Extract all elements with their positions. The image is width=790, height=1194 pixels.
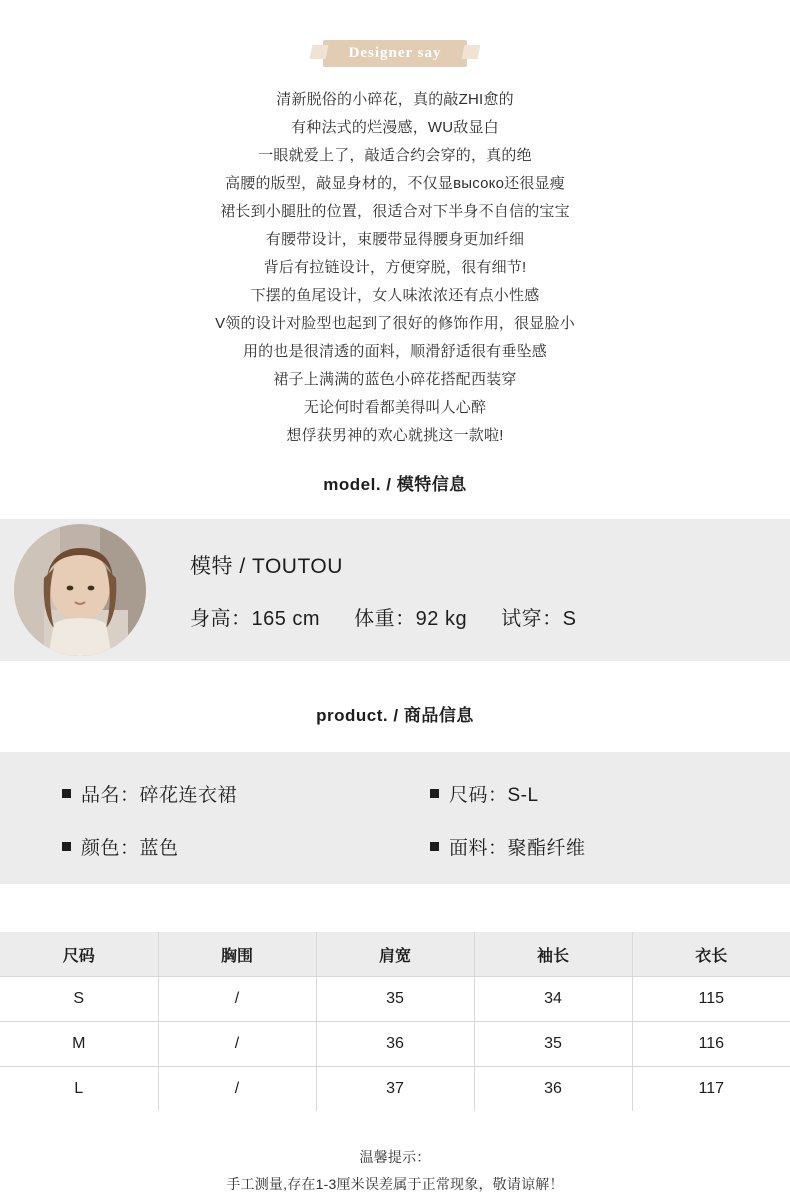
model-avatar xyxy=(14,524,146,656)
product-size-value: 尺码：S-L xyxy=(449,785,539,806)
product-color-value: 颜色：蓝色 xyxy=(81,838,179,859)
table-cell: / xyxy=(158,977,316,1022)
table-header-cell: 衣长 xyxy=(632,932,790,977)
product-size-cell xyxy=(430,780,539,807)
table-header-cell: 肩宽 xyxy=(316,932,474,977)
product-name-cell xyxy=(0,780,430,807)
avatar-portrait-icon xyxy=(14,524,146,656)
square-bullet-icon xyxy=(62,842,71,851)
notes-title: 温馨提示： xyxy=(359,1149,431,1165)
table-cell: / xyxy=(158,1067,316,1112)
model-stats xyxy=(190,602,577,631)
table-cell: 116 xyxy=(632,1022,790,1067)
table-row xyxy=(0,1022,790,1067)
product-info-row xyxy=(0,833,790,860)
table-header-cell: 胸围 xyxy=(158,932,316,977)
table-header-cell: 袖长 xyxy=(474,932,632,977)
table-cell: L xyxy=(0,1067,158,1112)
model-info-band xyxy=(0,519,790,661)
model-try-on-size: 试穿：S xyxy=(501,607,577,630)
description-line: 无论何时看都美得叫人心醉 xyxy=(303,399,487,416)
description-line: 一眼就爱上了，敲适合约会穿的，真的绝 xyxy=(258,147,532,164)
product-name-value: 品名：碎花连衣裙 xyxy=(81,785,238,806)
description-line: 裙长到小腿肚的位置，很适合对下半身不自信的宝宝 xyxy=(220,203,570,220)
description-line: 清新脱俗的小碎花，真的敲ZHI愈的 xyxy=(276,91,514,108)
model-section-title: model. / 模特信息 xyxy=(323,475,467,494)
table-cell: 36 xyxy=(316,1022,474,1067)
table-cell: M xyxy=(0,1022,158,1067)
product-section-title: product. / 商品信息 xyxy=(316,706,474,725)
product-info-band xyxy=(0,752,790,884)
description-line: V领的设计对脸型也起到了很好的修饰作用，很显脸小 xyxy=(215,315,575,332)
model-info-text xyxy=(190,550,577,631)
model-height: 身高：165 cm xyxy=(190,607,321,630)
description-line: 下摆的鱼尾设计，女人味浓浓还有点小性感 xyxy=(250,287,540,304)
table-cell: 35 xyxy=(474,1022,632,1067)
square-bullet-icon xyxy=(430,842,439,851)
table-cell: 37 xyxy=(316,1067,474,1112)
square-bullet-icon xyxy=(62,789,71,798)
designer-description xyxy=(0,89,790,446)
size-chart-table xyxy=(0,932,790,1111)
table-cell: 36 xyxy=(474,1067,632,1112)
table-header-row xyxy=(0,932,790,977)
designer-say-banner xyxy=(0,0,790,67)
banner-ribbon xyxy=(323,40,468,67)
table-header-cell: 尺码 xyxy=(0,932,158,977)
description-line: 有种法式的烂漫感，WU敌显白 xyxy=(291,119,499,136)
table-row xyxy=(0,1067,790,1112)
banner-label: Designer say xyxy=(348,45,442,61)
description-line: 有腰带设计，束腰带显得腰身更加纤细 xyxy=(265,231,525,248)
description-line: 裙子上满满的蓝色小碎花搭配西装穿 xyxy=(273,371,517,388)
product-info-row xyxy=(0,780,790,807)
table-cell: / xyxy=(158,1022,316,1067)
table-cell: 115 xyxy=(632,977,790,1022)
table-cell: 117 xyxy=(698,1080,724,1097)
product-color-cell xyxy=(0,833,430,860)
square-bullet-icon xyxy=(430,789,439,798)
table-cell: S xyxy=(0,977,158,1022)
model-weight: 体重：92 kg xyxy=(354,607,468,630)
product-fabric-value: 面料：聚酯纤维 xyxy=(449,838,586,859)
notes-line: 手工测量,存在1-3厘米误差属于正常现象，敬请谅解！ xyxy=(226,1176,564,1192)
description-line: 高腰的版型，敲显身材的，不仅显высоко还很显瘦 xyxy=(225,175,565,192)
product-fabric-cell xyxy=(430,833,586,860)
description-line: 背后有拉链设计，方便穿脱，很有细节! xyxy=(263,259,527,276)
table-cell: 34 xyxy=(474,977,632,1022)
model-name: 模特 / TOUTOU xyxy=(190,554,343,578)
description-line: 用的也是很清透的面料，顺滑舒适很有垂坠感 xyxy=(242,343,547,360)
table-cell: 35 xyxy=(316,977,474,1022)
description-line: 想俘获男神的欢心就挑这一款啦! xyxy=(286,427,504,444)
table-row xyxy=(0,977,790,1022)
product-info-rows xyxy=(0,780,790,860)
